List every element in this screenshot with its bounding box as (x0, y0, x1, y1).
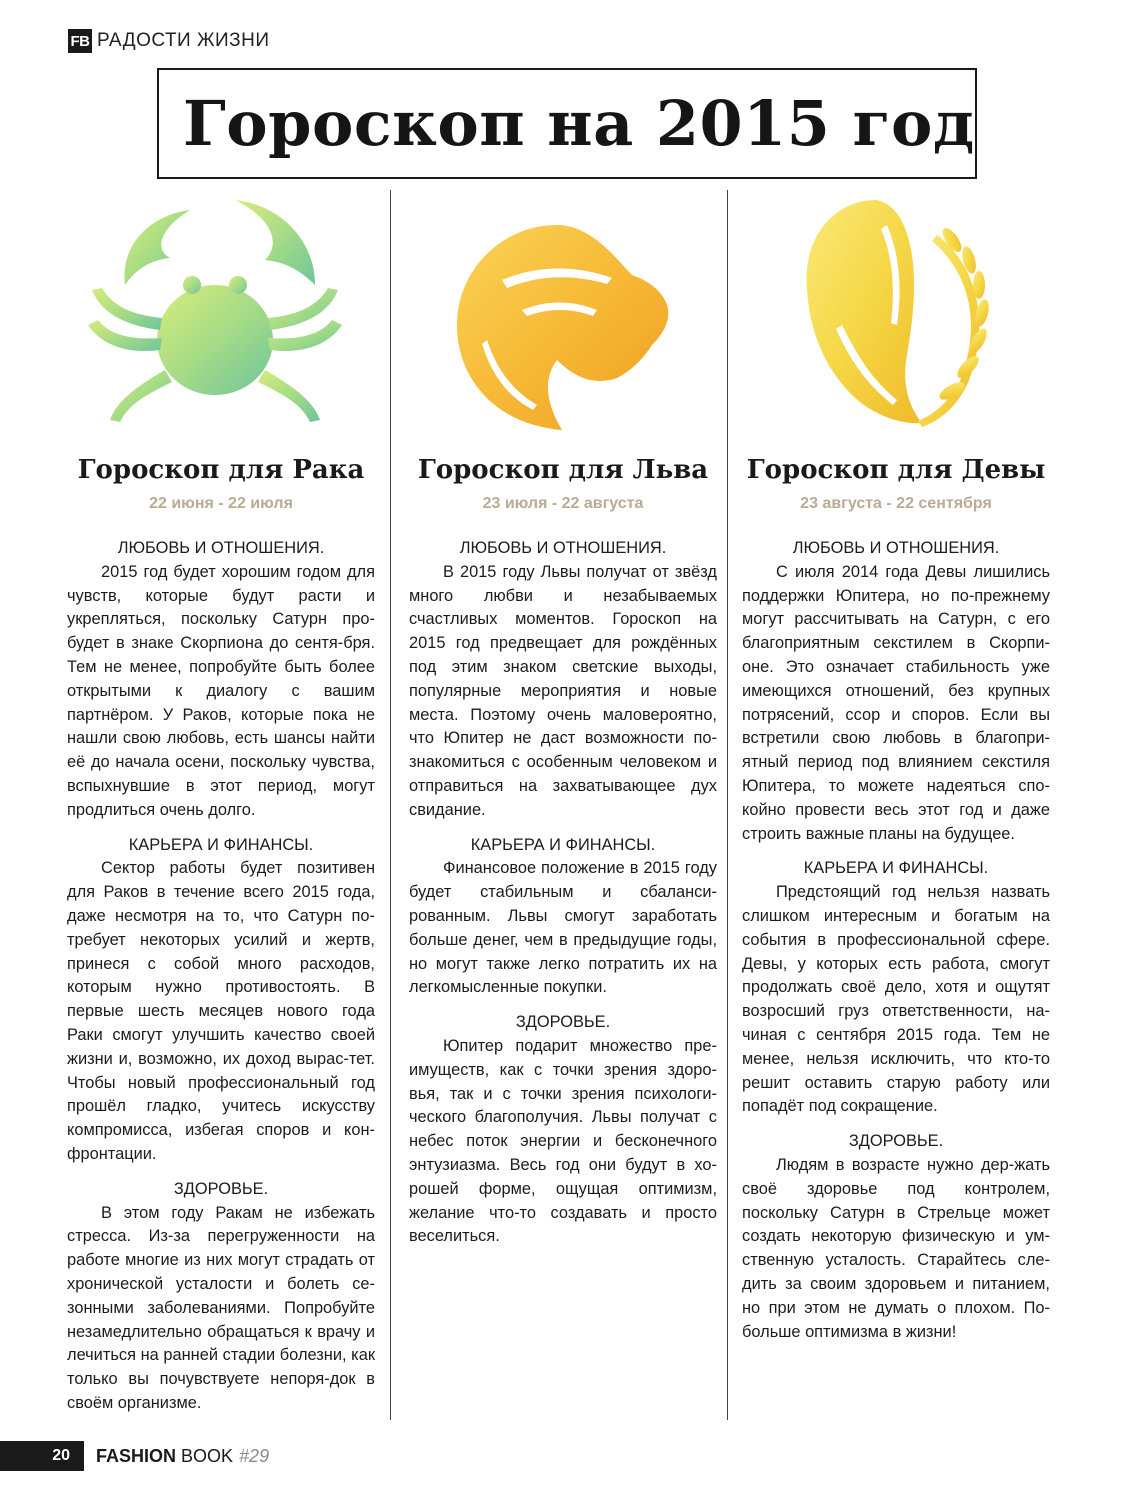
section-heading: ЛЮБОВЬ И ОТНОШЕНИЯ. (459, 539, 667, 557)
leo-lion-icon (447, 220, 677, 440)
sign-heading: Гороскоп для Рака (77, 455, 365, 485)
page-title: Гороскоп на 2015 год (183, 87, 975, 160)
magazine-name (96, 1446, 233, 1467)
paragraph: Финансовое положение в 2015 году будет стабильным и сбаланси-рованным. Львы смогут заработать больше денег, чем в предыдущие годы, но могут также легко потратить их на легкомысленные покупки. (409, 859, 717, 997)
section-heading: ЛЮБОВЬ И ОТНОШЕНИЯ. (117, 539, 325, 557)
paragraph: В этом году Ракам не избежать стресса. Из-за перегруженности на работе многие из них могут страдать от хронической усталости и болеть се-зонными заболеваниями. Попробуйте незамедлительно обращаться к врачу и лечиться на ранней стадии болезни, как только вы почувствуете непоря-док в своём организме. (67, 1203, 375, 1412)
column-text (67, 537, 375, 1427)
sign-dates: 22 июня - 22 июля (149, 495, 293, 512)
paragraph: 2015 год будет хорошим годом для чувств, которые будут расти и укрепляться, поскольку Сатурн про-будет в знаке Скорпиона до сентя-бря. Тем не менее, попробуйте быть более открытыми к диалогу с вашим партнёром. У Раков, которые пока не нашли свою любовь, есть шансы найти её до начала осени, поскольку чувства, вспыхнувшие в этот период, могут продлиться очень долго. (67, 562, 375, 819)
magazine-name-bold: FASHION (96, 1445, 177, 1466)
paragraph: Юпитер подарит множество пре-имуществ, как с точки зрения здоро-вья, так и с точки зрения психологи-ческого благополучия. Львы получат с небес поток энергии и бесконечного энтузиазма. Весь год они будут в хо-рошей форме, ощущая оптимизм, желание что-то создавать и просто веселиться. (409, 1036, 717, 1246)
paragraph: Предстоящий год нельзя назвать слишком интересным и богатым на события в профессиональной сфере. Девы, у которых есть работа, смогут продолжать своё дело, хотя и ощутят возросший груз ответственности, на-чиная с сентября 2015 года. Тем не менее, нельзя исключить, что кто-то решит оставить старую работу или попадёт под сокращение. (742, 883, 1050, 1116)
sign-dates: 23 июля - 22 августа (482, 495, 644, 512)
sign-heading: Гороскоп для Девы (746, 455, 1046, 485)
virgo-maiden-icon (792, 195, 1007, 440)
paragraph: С июля 2014 года Девы лишились поддержки Юпитера, но по-прежнему могут рассчитывать на Сатурн, с его благоприятным секстилем в Скорпи-оне. Это означает стабильность уже имеющихся отношений, без крупных потрясений, ссор и споров. Если вы встретили свою любовь в благопри-ятный период под влиянием секстиля Юпитера, то можете надеяться спо-койно провести весь этот год и даже строить важные планы на будущее. (742, 562, 1050, 843)
section-name: РАДОСТИ ЖИЗНИ (97, 30, 270, 51)
magazine-name-rest: BOOK (181, 1445, 234, 1466)
section-heading: ЗДОРОВЬЕ. (515, 1013, 611, 1032)
page-header (68, 29, 270, 53)
section-heading: ЗДОРОВЬЕ. (848, 1132, 944, 1151)
paragraph: Сектор работы будет позитивен для Раков в течение всего 2015 года, даже несмотря на то, что Сатурн по-требует некоторых усилий и жертв, принеся с собой много расходов, которым нужно противостоять. В первые шесть месяцев нового года Раки смогут улучшить качество своей жизни и, возможно, их доход вырас-тет. Чтобы новый профессиональный год прошёл гладко, учитесь искусству компромисса, избегая споров и кон-фронтации. (67, 859, 375, 1163)
fb-logo-badge: FB (68, 29, 92, 53)
sign-dates: 23 августа - 22 сентября (800, 495, 992, 512)
page-footer (0, 1441, 269, 1471)
column-divider-2 (727, 190, 728, 1420)
section-heading: ЛЮБОВЬ И ОТНОШЕНИЯ. (792, 539, 1000, 557)
section-heading: ЗДОРОВЬЕ. (173, 1179, 269, 1198)
section-heading: КАРЬЕРА И ФИНАНСЫ. (470, 835, 656, 854)
section-heading: КАРЬЕРА И ФИНАНСЫ. (128, 835, 314, 854)
title-box (157, 68, 977, 179)
paragraph: Людям в возрасте нужно дер-жать своё здоровье под контролем, поскольку Сатурн в Стрельце может создать некоторую физическую и ум-ственную усталость. Старайтесь сле-дить за своим здоровьем и питанием, но при этом не думать о плохом. По-больше оптимизма в жизни! (742, 1155, 1050, 1341)
sign-heading: Гороскоп для Льва (417, 455, 709, 485)
cancer-crab-icon (80, 190, 350, 435)
section-heading: КАРЬЕРА И ФИНАНСЫ. (803, 859, 989, 878)
page-number: 20 (0, 1441, 84, 1471)
column-text (742, 537, 1050, 1355)
paragraph: В 2015 году Львы получат от звёзд много любви и незабываемых счастливых моментов. Гороскоп на 2015 год предвещает для рождённых под этим знаком светские выходы, популярные мероприятия и новые места. Поэтому очень маловероятно, что Юпитер не даст возможности по-знакомиться с особенным человеком и отправиться на захватывающее дух свидание. (409, 562, 717, 819)
column-text (409, 537, 717, 1260)
column-divider-1 (390, 190, 391, 1420)
issue-number: #29 (239, 1445, 270, 1466)
